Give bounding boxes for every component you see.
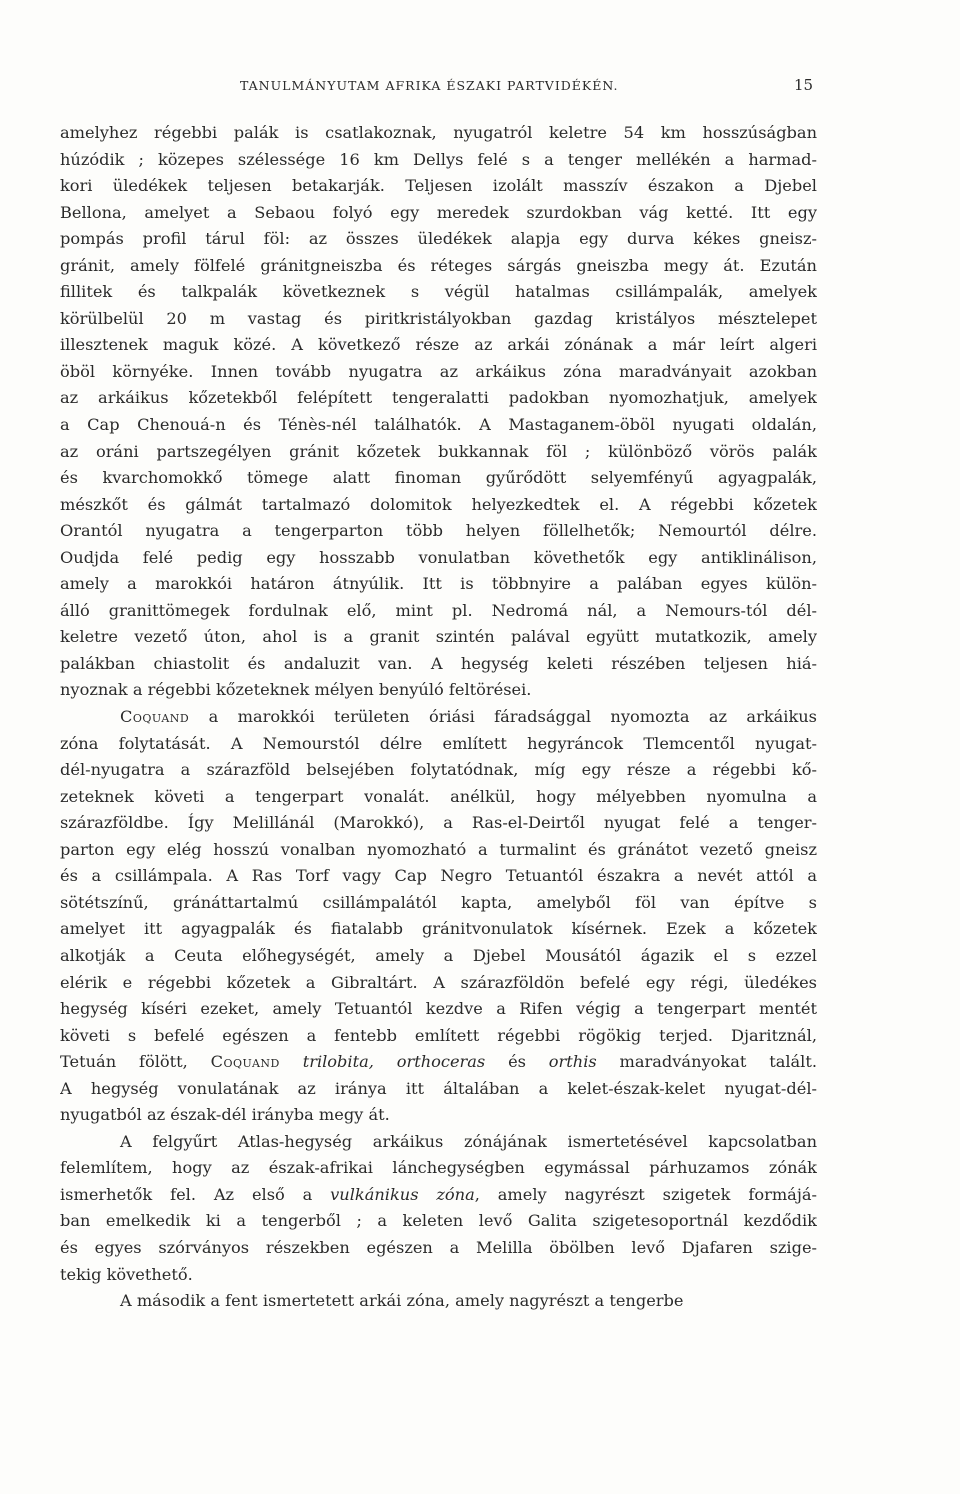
text-line: és egyes szórványos részekben egészen a Melilla öbölben levő Djafaren szige- xyxy=(60,1237,817,1257)
text-line: palákban chiastolit és andaluzit van. A hegység keleti részében teljesen hiá- xyxy=(60,653,817,673)
text-line: Oudjda felé pedig egy hosszabb vonulatban követhetők egy antiklinálison, xyxy=(60,547,817,567)
body-text xyxy=(60,120,817,1315)
text-line: tekig követhető. xyxy=(60,1264,193,1284)
text-line: és a csillámpala. A Ras Torf vagy Cap Negro Tetuantól északra a nevét attól a xyxy=(60,866,817,886)
text-line: ismerhetők fel. Az első a vulkánikus zóna, amely nagyrészt szigetek formájá- xyxy=(60,1184,817,1204)
text-line: követi s befelé egészen a fentebb említett régebbi rögökig terjed. Djaritznál, xyxy=(60,1025,817,1045)
text-line: körülbelül 20 m vastag és piritkristályokban gazdag kristályos mésztelepet xyxy=(60,308,817,328)
text-line: felemlítem, hogy az észak-afrikai lánchegységben egymással párhuzamos zónák xyxy=(60,1158,817,1178)
author-name: Coquand xyxy=(210,1052,280,1072)
text-line: ban emelkedik ki a tengerből ; a keleten levő Galita szigetesoportnál kezdődik xyxy=(60,1211,817,1231)
text-line: a Cap Chenouá-n és Ténès-nél találhatók. A Mastaganem-öböl nyugati oldalán, xyxy=(60,415,817,435)
running-head xyxy=(0,78,960,98)
page-number: 15 xyxy=(794,76,814,94)
text-line: Orantól nyugatra a tengerparton több helyen föllelhetők; Nemourtól délre. xyxy=(60,521,817,541)
text-line: Bellona, amelyet a Sebaou folyó egy meredek szurdokban vág ketté. Itt egy xyxy=(60,202,817,222)
text-line: A hegység vonulatának az iránya itt általában a kelet-észak-kelet nyugat-dél- xyxy=(60,1078,817,1098)
text-line: mészkőt és gálmát tartalmazó dolomitok helyezkedtek el. A régebbi kőzetek xyxy=(60,494,817,514)
text-line: keletre vezető úton, ahol is a granit szintén palával együtt mutatkozik, amely xyxy=(60,627,817,647)
text-line: Coquand a marokkói területen óriási fáradsággal nyomozta az arkáikus xyxy=(120,707,817,727)
text-line: az arkáikus kőzetekből felépített tengeralatti padokban nyomozhatjuk, amelyek xyxy=(60,388,817,408)
author-name: Coquand xyxy=(120,707,190,727)
text-line: nyugatból az észak-dél irányba megy át. xyxy=(60,1105,390,1125)
text-line: az oráni partszegélyen gránit kőzetek bukkannak föl ; különböző vörös palák xyxy=(60,441,817,461)
italic-term: vulkánikus zóna xyxy=(330,1184,475,1204)
text-line: zeteknek követi a tengerpart vonalát. anélkül, hogy mélyebben nyomulna a xyxy=(60,786,817,806)
text-line: amely a marokkói határon átnyúlik. Itt is többnyire a palában egyes külön- xyxy=(60,574,817,594)
text-line: gránit, amely fölfelé gránitgneiszba és réteges sárgás gneiszba megy át. Ezután xyxy=(60,255,817,275)
text-line: kori üledékek teljesen betakarják. Teljesen izolált masszív északon a Djebel xyxy=(60,176,817,196)
text-line: illesztenek maguk közé. A következő része az arkái zónának a már leírt algeri xyxy=(60,335,817,355)
text-line: elérik e régebbi kőzetek a Gibraltárt. A szárazföldön befelé egy régi, üledékes xyxy=(60,972,817,992)
text-line: dél-nyugatra a szárazföld belsejében folytatódnak, míg egy része a régebbi kő- xyxy=(60,760,817,780)
text-line: szárazföldbe. Így Melillánál (Marokkó), a Ras-el-Deirtől nyugat felé a tenger- xyxy=(60,813,817,833)
text-line: húzódik ; közepes szélessége 16 km Dellys felé s a tenger mellékén a harmad- xyxy=(60,149,817,169)
text-line: amelyet itt agyagpalák és fiatalabb gránitvonulatok kísérnek. Ezek a kőzetek xyxy=(60,919,817,939)
text-line: zóna folytatását. A Nemourstól délre említett hegyráncok Tlemcentől nyugat- xyxy=(60,733,817,753)
italic-term: orthis xyxy=(548,1052,597,1072)
text-line: fillitek és talkpalák következnek s végül hatalmas csillámpalák, amelyek xyxy=(60,282,817,302)
italic-term: trilobita, orthoceras xyxy=(302,1052,486,1072)
text-line: pompás profil tárul föl: az összes üledékek alapja egy durva kékes gneisz- xyxy=(60,229,817,249)
text-line: álló granittömegek fordulnak elő, mint pl. Nedromá nál, a Nemours-tól dél- xyxy=(60,600,817,620)
text-line: nyoznak a régebbi kőzeteknek mélyen benyúló feltörései. xyxy=(60,680,532,700)
text-line: parton egy elég hosszú vonalban nyomozható a turmalint és gránátot vezető gneisz xyxy=(60,839,817,859)
text-line: A második a fent ismertetett arkái zóna, amely nagyrészt a tengerbe xyxy=(120,1291,684,1311)
text-line: A felgyűrt Atlas-hegység arkáikus zónájának ismertetésével kapcsolatban xyxy=(120,1131,817,1151)
text-line: sötétszínű, gránáttartalmú csillámpalától kapta, amelyből föl van építve s xyxy=(60,892,817,912)
text-line: és kvarchomokkő tömege alatt finoman gyűrődött selyemfényű agyagpalák, xyxy=(60,468,817,488)
text-line: hegység kíséri ezeket, amely Tetuantól kezdve a Rifen végig a tengerpart mentét xyxy=(60,999,817,1019)
text-line: amelyhez régebbi palák is csatlakoznak, nyugatról keletre 54 km hosszúságban xyxy=(60,123,817,142)
text-line: Tetuán fölött, Coquand trilobita, orthoceras és orthis maradványokat talált. xyxy=(60,1052,817,1072)
text-line: alkotják a Ceuta előhegységét, amely a Djebel Mousától ágazik el s ezzel xyxy=(60,945,817,965)
text-line: öböl környéke. Innen tovább nyugatra az arkáikus zóna maradványait azokban xyxy=(60,361,817,381)
running-title: TANULMÁNYUTAM AFRIKA ÉSZAKI PARTVIDÉKÉN. xyxy=(240,78,619,93)
